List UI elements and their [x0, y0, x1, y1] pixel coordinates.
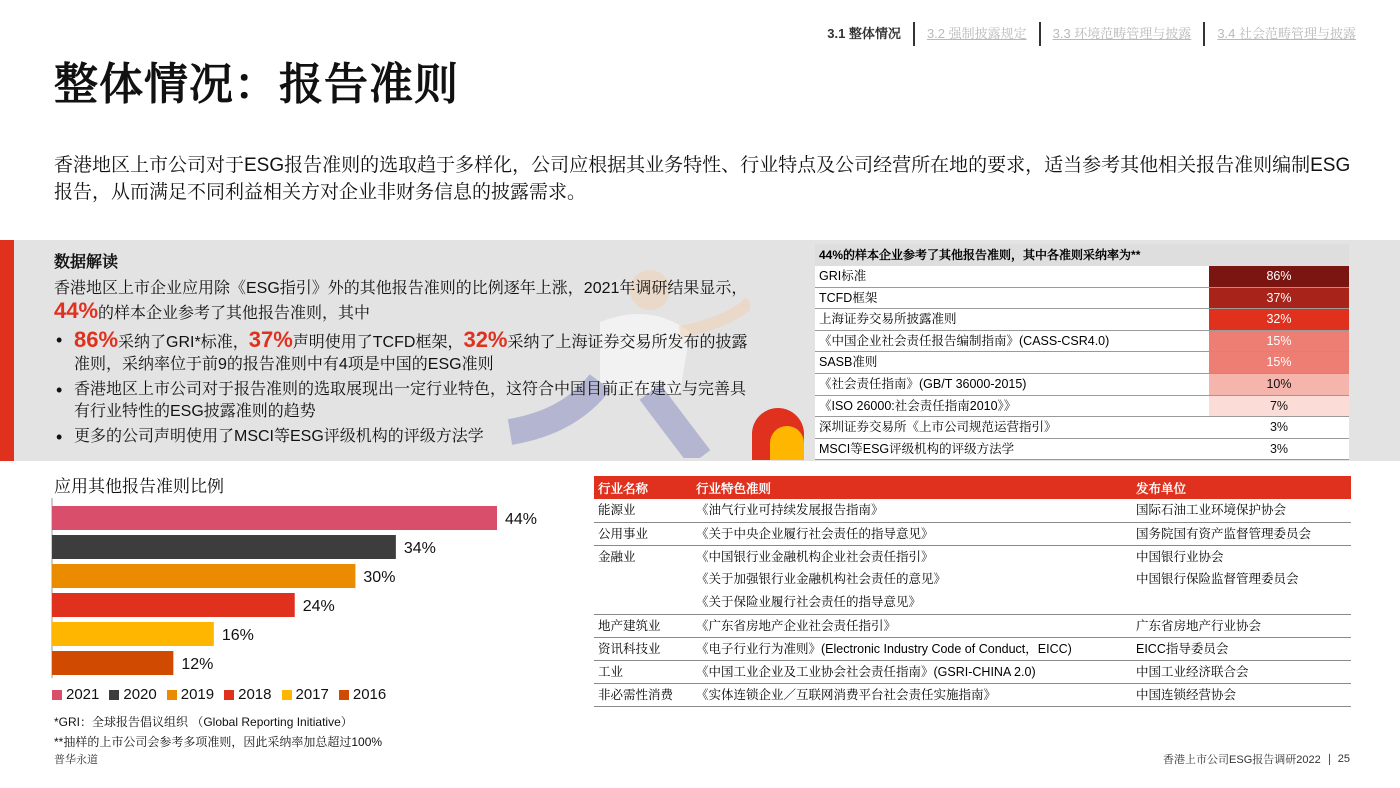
publisher-name: 中国连锁经营协会 — [1132, 683, 1351, 706]
adoption-rate: 10% — [1209, 374, 1349, 395]
legend-swatch — [109, 690, 119, 700]
bar-2020 — [52, 535, 396, 559]
industry-standards-table — [594, 476, 1351, 707]
summary-text-end: 的样本企业参考了其他报告准则，其中 — [98, 305, 371, 322]
industry-row — [594, 591, 1351, 614]
footer-brand: 普华永道 — [54, 754, 98, 766]
legend-swatch — [167, 690, 177, 700]
industry-name: 工业 — [594, 660, 692, 683]
standard-name: MSCI等ESG评级机构的评级方法学 — [819, 441, 1015, 456]
standard-name: 深圳证券交易所《上市公司规范运营指引》 — [819, 420, 1057, 435]
publisher-name: 中国银行保险监督管理委员会 — [1136, 572, 1299, 586]
adoption-row — [815, 288, 1349, 310]
bar-2018 — [52, 593, 295, 617]
publisher-name: 国务院国有资产监督管理委员会 — [1132, 522, 1351, 545]
legend-swatch — [224, 690, 234, 700]
industry-row — [594, 637, 1351, 660]
industry-name — [594, 568, 692, 591]
adoption-row — [815, 396, 1349, 418]
industry-name: 金融业 — [598, 549, 636, 564]
legend-item-2021 — [52, 686, 99, 703]
bullet-text: 声明使用了TCFD框架， — [292, 334, 464, 351]
publisher-name: 中国工业经济联合会 — [1132, 660, 1351, 683]
adoption-rate: 3% — [1209, 439, 1349, 460]
industry-standard: 《关于加强银行业金融机构社会责任的意见》 — [696, 572, 947, 586]
industry-standard: 《实体连锁企业／互联网消费平台社会责任实施指南》 — [692, 683, 1132, 706]
bullet-item: • 更多的公司声明使用了MSCI等ESG评级机构的评级方法学 — [54, 426, 754, 448]
adoption-table-header: 44%的样本企业参考了其他报告准则，其中各准则采纳率为** — [815, 244, 1349, 266]
data-reading-bullets — [54, 329, 754, 448]
publisher-name — [1132, 591, 1351, 614]
nav-tab-3-3[interactable]: 3.3 环境范畴管理与披露 — [1052, 26, 1192, 41]
data-reading — [54, 252, 754, 451]
adoption-rate: 3% — [1209, 417, 1349, 438]
legend-label: 2020 — [123, 686, 157, 703]
industry-row — [594, 683, 1351, 706]
adoption-row — [815, 417, 1349, 439]
footer-divider — [1329, 754, 1330, 765]
nav-tab-3-1[interactable]: 3.1 整体情况 — [827, 26, 901, 41]
industry-name: 非必需性消费 — [594, 683, 692, 706]
industry-name: 能源业 — [594, 499, 692, 522]
industry-name: 公用事业 — [594, 522, 692, 545]
col-standard: 行业特色准则 — [692, 476, 1132, 499]
industry-row — [594, 499, 1351, 522]
industry-name — [594, 591, 692, 614]
adoption-row — [815, 352, 1349, 374]
footnote-adoption: **抽样的上市公司会参考多项准则，因此采纳率加总超过100% — [54, 735, 383, 749]
footer-report-title: 香港上市公司ESG报告调研2022 — [1163, 754, 1321, 766]
legend-item-2017 — [282, 686, 329, 703]
standard-name: 上海证券交易所披露准则 — [819, 312, 957, 327]
standard-name: 《中国企业社会责任报告编制指南》(CASS-CSR4.0) — [819, 333, 1110, 348]
adoption-rate: 32% — [1209, 309, 1349, 330]
bullet-item: • 香港地区上市公司对于报告准则的选取展现出一定行业特色，这符合中国目前正在建立与完善具有行业特性的ESG披露准则的趋势 — [54, 379, 754, 423]
standard-name: SASB准则 — [819, 355, 878, 370]
industry-row — [594, 660, 1351, 683]
bar-label-2016: 12% — [181, 656, 214, 673]
highlight-32: 32% — [463, 327, 508, 352]
industry-row — [594, 522, 1351, 545]
adoption-rate: 37% — [1209, 288, 1349, 309]
highlight-44: 44% — [54, 298, 99, 323]
summary-text: 香港地区上市企业应用除《ESG指引》外的其他报告准则的比例逐年上涨，2021年调研结果显示， — [54, 280, 748, 297]
legend-swatch — [52, 690, 62, 700]
standard-name: TCFD框架 — [819, 290, 878, 305]
industry-row — [594, 614, 1351, 637]
bar-label-2018: 24% — [302, 598, 335, 615]
footnote-gri: *GRI：全球报告倡议组织 （Global Reporting Initiative） — [54, 715, 353, 729]
industry-name: 地产建筑业 — [594, 614, 692, 637]
standard-name: 《社会责任指南》(GB/T 36000-2015) — [819, 376, 1027, 391]
bar-2021 — [52, 506, 497, 530]
footer-info — [1163, 751, 1350, 767]
bullet-item — [54, 329, 754, 376]
col-industry: 行业名称 — [594, 476, 692, 499]
legend-label: 2019 — [180, 686, 215, 703]
industry-standard: 《关于中央企业履行社会责任的指导意见》 — [692, 522, 1132, 545]
publisher-name: 国际石油工业环境保护协会 — [1132, 499, 1351, 522]
legend-item-2018 — [224, 686, 271, 703]
standard-name: GRI标准 — [819, 269, 867, 283]
highlight-37: 37% — [248, 327, 293, 352]
nav-tab-3-2[interactable]: 3.2 强制披露规定 — [926, 26, 1027, 41]
adoption-row — [815, 266, 1349, 288]
publisher-name: EICC指导委员会 — [1132, 637, 1351, 660]
highlight-86: 86% — [74, 327, 119, 352]
bar-label-2021: 44% — [505, 511, 538, 528]
col-publisher: 发布单位 — [1132, 476, 1351, 499]
bar-label-2019: 30% — [363, 569, 396, 586]
legend-item-2019 — [167, 686, 214, 703]
industry-standard: 《广东省房地产企业社会责任指引》 — [692, 614, 1132, 637]
chart-title: 应用其他报告准则比例 — [54, 477, 224, 496]
accent-bar — [0, 240, 14, 461]
bar-2016 — [52, 651, 173, 675]
industry-standard: 《中国工业企业及工业协会社会责任指南》(GSRI-CHINA 2.0) — [692, 660, 1132, 683]
industry-standard: 《中国银行业金融机构企业社会责任指引》 — [696, 549, 934, 564]
adoption-row — [815, 331, 1349, 353]
adoption-row — [815, 309, 1349, 331]
adoption-rate: 15% — [1209, 352, 1349, 373]
adoption-rate: 15% — [1209, 331, 1349, 352]
adoption-rate-table — [815, 244, 1349, 460]
bar-2019 — [52, 564, 355, 588]
legend-swatch — [282, 690, 292, 700]
bar-label-2017: 16% — [221, 627, 254, 644]
page-number: 25 — [1337, 753, 1350, 765]
legend-label: 2021 — [66, 686, 100, 703]
legend-item-2016 — [339, 686, 386, 703]
legend-label: 2016 — [352, 686, 387, 703]
standard-name: 《ISO 26000:社会责任指南2010》》 — [819, 398, 1017, 413]
adoption-row — [815, 439, 1349, 461]
legend-swatch — [339, 690, 349, 700]
page-title: 整体情况：报告准则 — [54, 59, 459, 110]
bar-2017 — [52, 622, 214, 646]
legend-item-2020 — [109, 686, 156, 703]
industry-name: 资讯科技业 — [594, 637, 692, 660]
section-nav — [815, 22, 1368, 46]
intro-paragraph: 香港地区上市公司对于ESG报告准则的选取趋于多样化，公司应根据其业务特性、行业特点及公司经营所在地的要求，适当参考其他相关报告准则编制ESG报告，从而满足不同利益相关方对企业非财务信息的披露需求。 — [54, 155, 1351, 203]
bar-label-2020: 34% — [403, 540, 436, 557]
adoption-rate: 86% — [1209, 266, 1349, 287]
industry-standard: 《油气行业可持续发展报告指南》 — [692, 499, 1132, 522]
publisher-name: 中国银行业协会 — [1136, 549, 1224, 564]
data-reading-summary — [54, 278, 754, 325]
adoption-trend-chart — [50, 498, 570, 708]
legend-label: 2018 — [238, 686, 272, 703]
publisher-name: 广东省房地产行业协会 — [1132, 614, 1351, 637]
industry-row — [594, 545, 1351, 568]
data-reading-heading: 数据解读 — [54, 254, 119, 271]
industry-standard: 《电子行业行为准则》(Electronic Industry Code of Conduct，EICC) — [692, 637, 1132, 660]
adoption-row — [815, 374, 1349, 396]
chart-legend — [52, 686, 396, 703]
bullet-text: 采纳了上海证券交易所发布的披露准则，采纳率位于前9的报告准则中有4项是中国的ESG准则 — [74, 334, 748, 373]
adoption-rate: 7% — [1209, 396, 1349, 417]
decorative-arc-inner — [770, 426, 804, 460]
industry-row — [594, 568, 1351, 591]
industry-standard: 《关于保险业履行社会责任的指导意见》 — [692, 591, 1132, 614]
nav-tab-3-4[interactable]: 3.4 社会范畴管理与披露 — [1217, 26, 1356, 41]
industry-table-header — [594, 476, 1351, 499]
legend-label: 2017 — [295, 686, 329, 703]
bullet-text: 采纳了GRI*标准， — [118, 334, 249, 351]
